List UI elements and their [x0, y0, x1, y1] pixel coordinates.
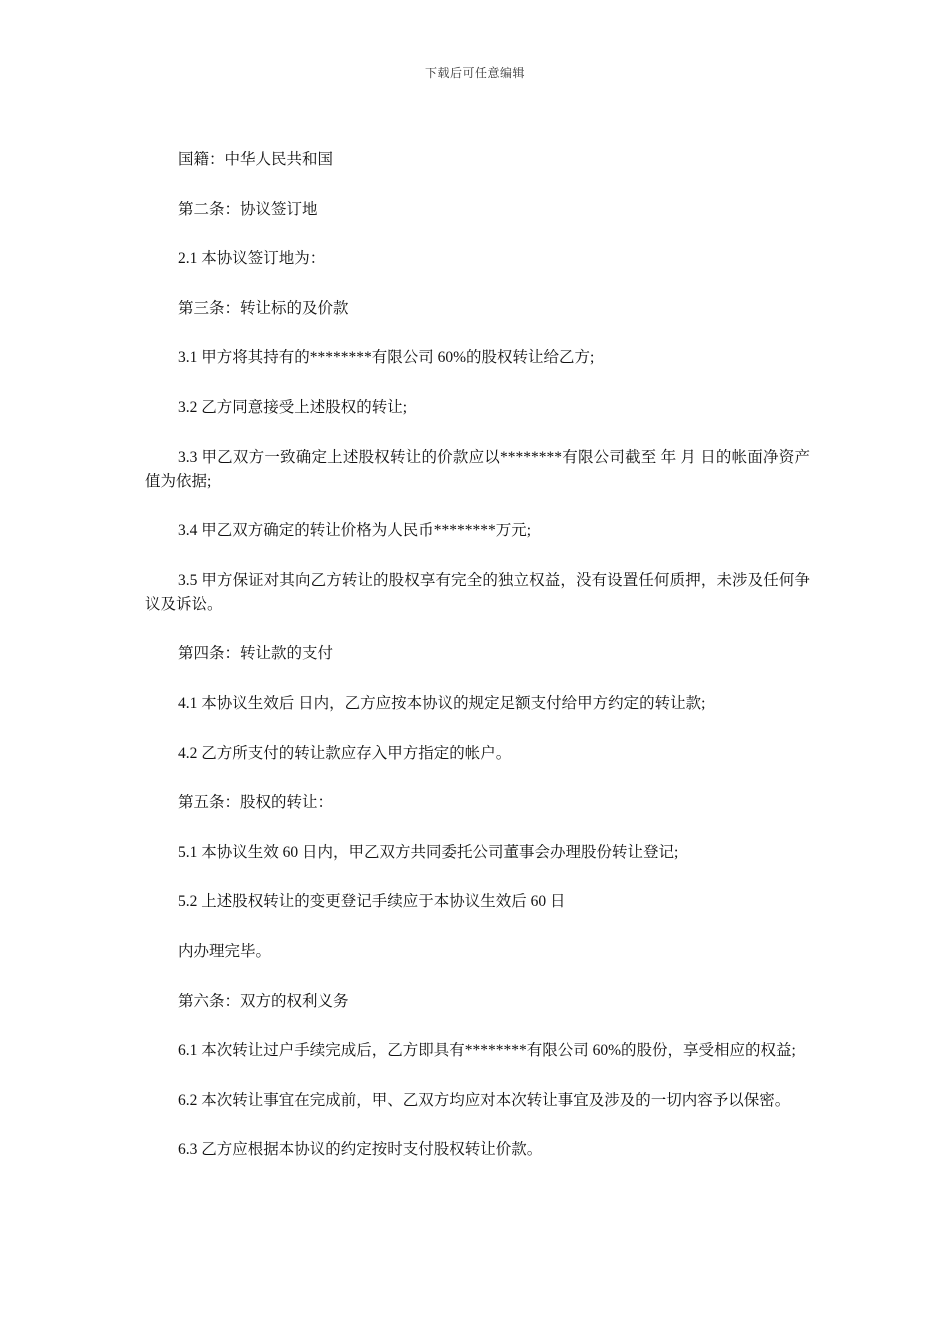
page-header: 下载后可任意编辑: [424, 66, 525, 80]
clause-3-1: 3.1 甲方将其持有的********有限公司 60%的股权转让给乙方;: [178, 349, 595, 367]
clause-5-1: 5.1 本协议生效 60 日内，甲乙双方共同委托公司董事会办理股份转让登记;: [178, 843, 679, 861]
clause-5-2-continued: 内办理完毕。: [178, 942, 272, 960]
heading-article-3: 第三条：转让标的及价款: [178, 299, 349, 317]
clause-3-4: 3.4 甲乙双方确定的转让价格为人民币********万元;: [178, 522, 532, 540]
clause-4-2: 4.2 乙方所支付的转让款应存入甲方指定的帐户。: [178, 744, 512, 762]
paragraph-nationality: 国籍：中华人民共和国: [178, 151, 334, 168]
document-body: [145, 148, 810, 1188]
clause-3-5: 3.5 甲方保证对其向乙方转让的股权享有完全的独立权益，没有设置任何质押，未涉及任何争议及诉讼。: [145, 571, 810, 613]
heading-article-5: 第五条：股权的转让：: [178, 794, 334, 812]
clause-2-1: 2.1 本协议签订地为：: [178, 250, 326, 268]
clause-6-1: 6.1 本次转让过户手续完成后，乙方即具有********有限公司 60%的股份，享受相应的权益;: [178, 1042, 796, 1060]
clause-3-2: 3.2 乙方同意接受上述股权的转让;: [178, 398, 408, 416]
heading-article-6: 第六条：双方的权利义务: [178, 992, 349, 1010]
clause-3-3: 3.3 甲乙双方一致确定上述股权转让的价款应以********有限公司截至 年 月 日的帐面净资产值为依据;: [145, 448, 810, 490]
heading-article-2: 第二条：协议签订地: [178, 200, 318, 218]
clause-6-3: 6.3 乙方应根据本协议的约定按时支付股权转让价款。: [178, 1141, 543, 1159]
heading-article-4: 第四条：转让款的支付: [178, 645, 334, 663]
clause-4-1: 4.1 本协议生效后 日内，乙方应按本协议的规定足额支付给甲方约定的转让款;: [178, 694, 706, 712]
clause-5-2: 5.2 上述股权转让的变更登记手续应于本协议生效后 60 日: [178, 893, 566, 911]
clause-6-2: 6.2 本次转让事宜在完成前，甲、乙双方均应对本次转让事宜及涉及的一切内容予以保密。: [178, 1091, 791, 1109]
